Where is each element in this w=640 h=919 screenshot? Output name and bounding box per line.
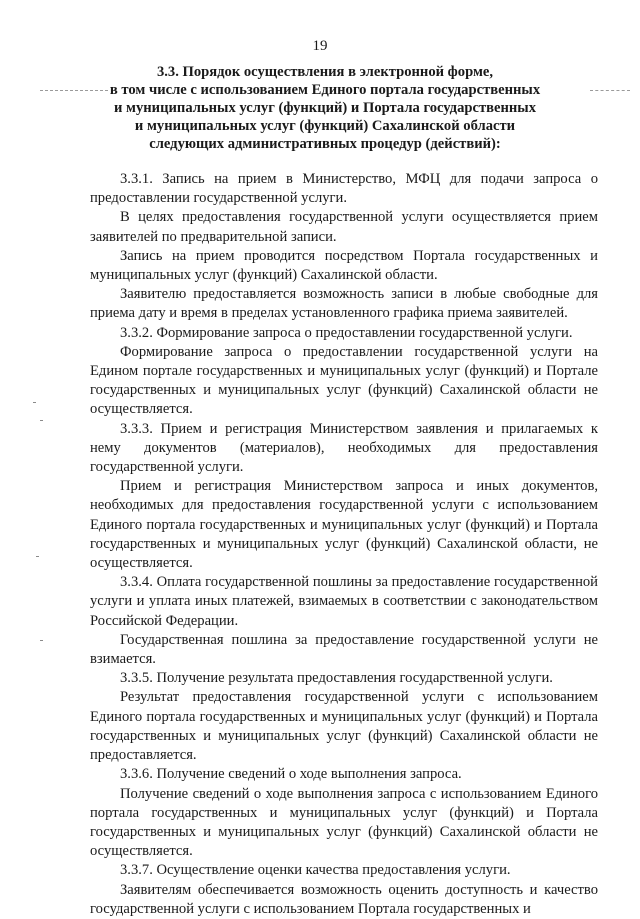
paragraph-3-3-3: 3.3.3. Прием и регистрация Министерством заявления и прилагаемых к нему документов (материалов), необходимых для предоставления государственной услуги. xyxy=(90,420,598,476)
document-body xyxy=(90,170,598,919)
scan-artifact-right xyxy=(590,90,630,91)
paragraph-3-3-6: 3.3.6. Получение сведений о ходе выполнения запроса. xyxy=(120,766,462,783)
heading-line: следующих административных процедур (действий): xyxy=(149,136,501,152)
scan-mark xyxy=(40,640,43,641)
paragraph: Результат предоставления государственной услуги с использованием Единого портала государственных и муниципальных услуг (функций) и Портала государственных и муниципальных услуг (функций) Сахалинской области не предоставляется. xyxy=(90,689,598,764)
scan-mark xyxy=(36,556,39,557)
paragraph: Заявителю предоставляется возможность записи в любые свободные для приема дату и время в пределах установленного графика приема заявителей. xyxy=(90,286,598,322)
heading-line: в том числе с использованием Единого портала государственных xyxy=(109,82,541,98)
section-heading xyxy=(90,63,560,153)
paragraph-3-3-5: 3.3.5. Получение результата предоставления государственной услуги. xyxy=(120,670,553,687)
paragraph: Заявителям обеспечивается возможность оценить доступность и качество государственной услуги с использованием Портала государственных и xyxy=(90,881,598,917)
paragraph-3-3-1: 3.3.1. Запись на прием в Министерство, МФЦ для подачи запроса о предоставлении государственной услуги. xyxy=(90,171,598,207)
paragraph: Получение сведений о ходе выполнения запроса с использованием Единого портала государственных и муниципальных услуг (функций) и Портала государственных и муниципальных услуг (функций) Сахалинской области не осуществляется. xyxy=(90,785,598,860)
heading-line: и муниципальных услуг (функций) Сахалинской области xyxy=(134,118,516,134)
paragraph-3-3-2: 3.3.2. Формирование запроса о предоставлении государственной услуги. xyxy=(120,324,573,341)
paragraph-3-3-4: 3.3.4. Оплата государственной пошлины за предоставление государственной услуги и уплата иных платежей, взимаемых в соответствии с законодательством Российской Федерации. xyxy=(90,574,598,629)
heading-line: 3.3. Порядок осуществления в электронной форме, xyxy=(156,64,494,80)
paragraph: Формирование запроса о предоставлении государственной услуги на Едином портале государственных и муниципальных услуг (функций) и Портале государственных и муниципальных услуг (функций) Сахалинской области не осуществляется. xyxy=(90,343,598,418)
paragraph-3-3-7: 3.3.7. Осуществление оценки качества предоставления услуги. xyxy=(120,862,511,879)
page-number: 19 xyxy=(312,38,328,54)
scan-mark xyxy=(33,402,36,403)
paragraph: Запись на прием проводится посредством Портала государственных и муниципальных услуг (функций) Сахалинской области. xyxy=(90,247,598,284)
paragraph: Государственная пошлина за предоставление государственной услуги не взимается. xyxy=(90,631,598,668)
heading-line: и муниципальных услуг (функций) и Портала государственных xyxy=(113,100,536,116)
scan-mark xyxy=(40,420,43,421)
paragraph: Прием и регистрация Министерством запроса и иных документов, необходимых для предоставления государственной услуги с использованием Единого портала государственных и муниципальных услуг (функций) и Портала государственных и муниципальных услуг (функций) Сахалинской области, не осуществляется. xyxy=(90,478,598,572)
paragraph: В целях предоставления государственной услуги осуществляется прием заявителей по предварительной записи. xyxy=(90,209,598,245)
